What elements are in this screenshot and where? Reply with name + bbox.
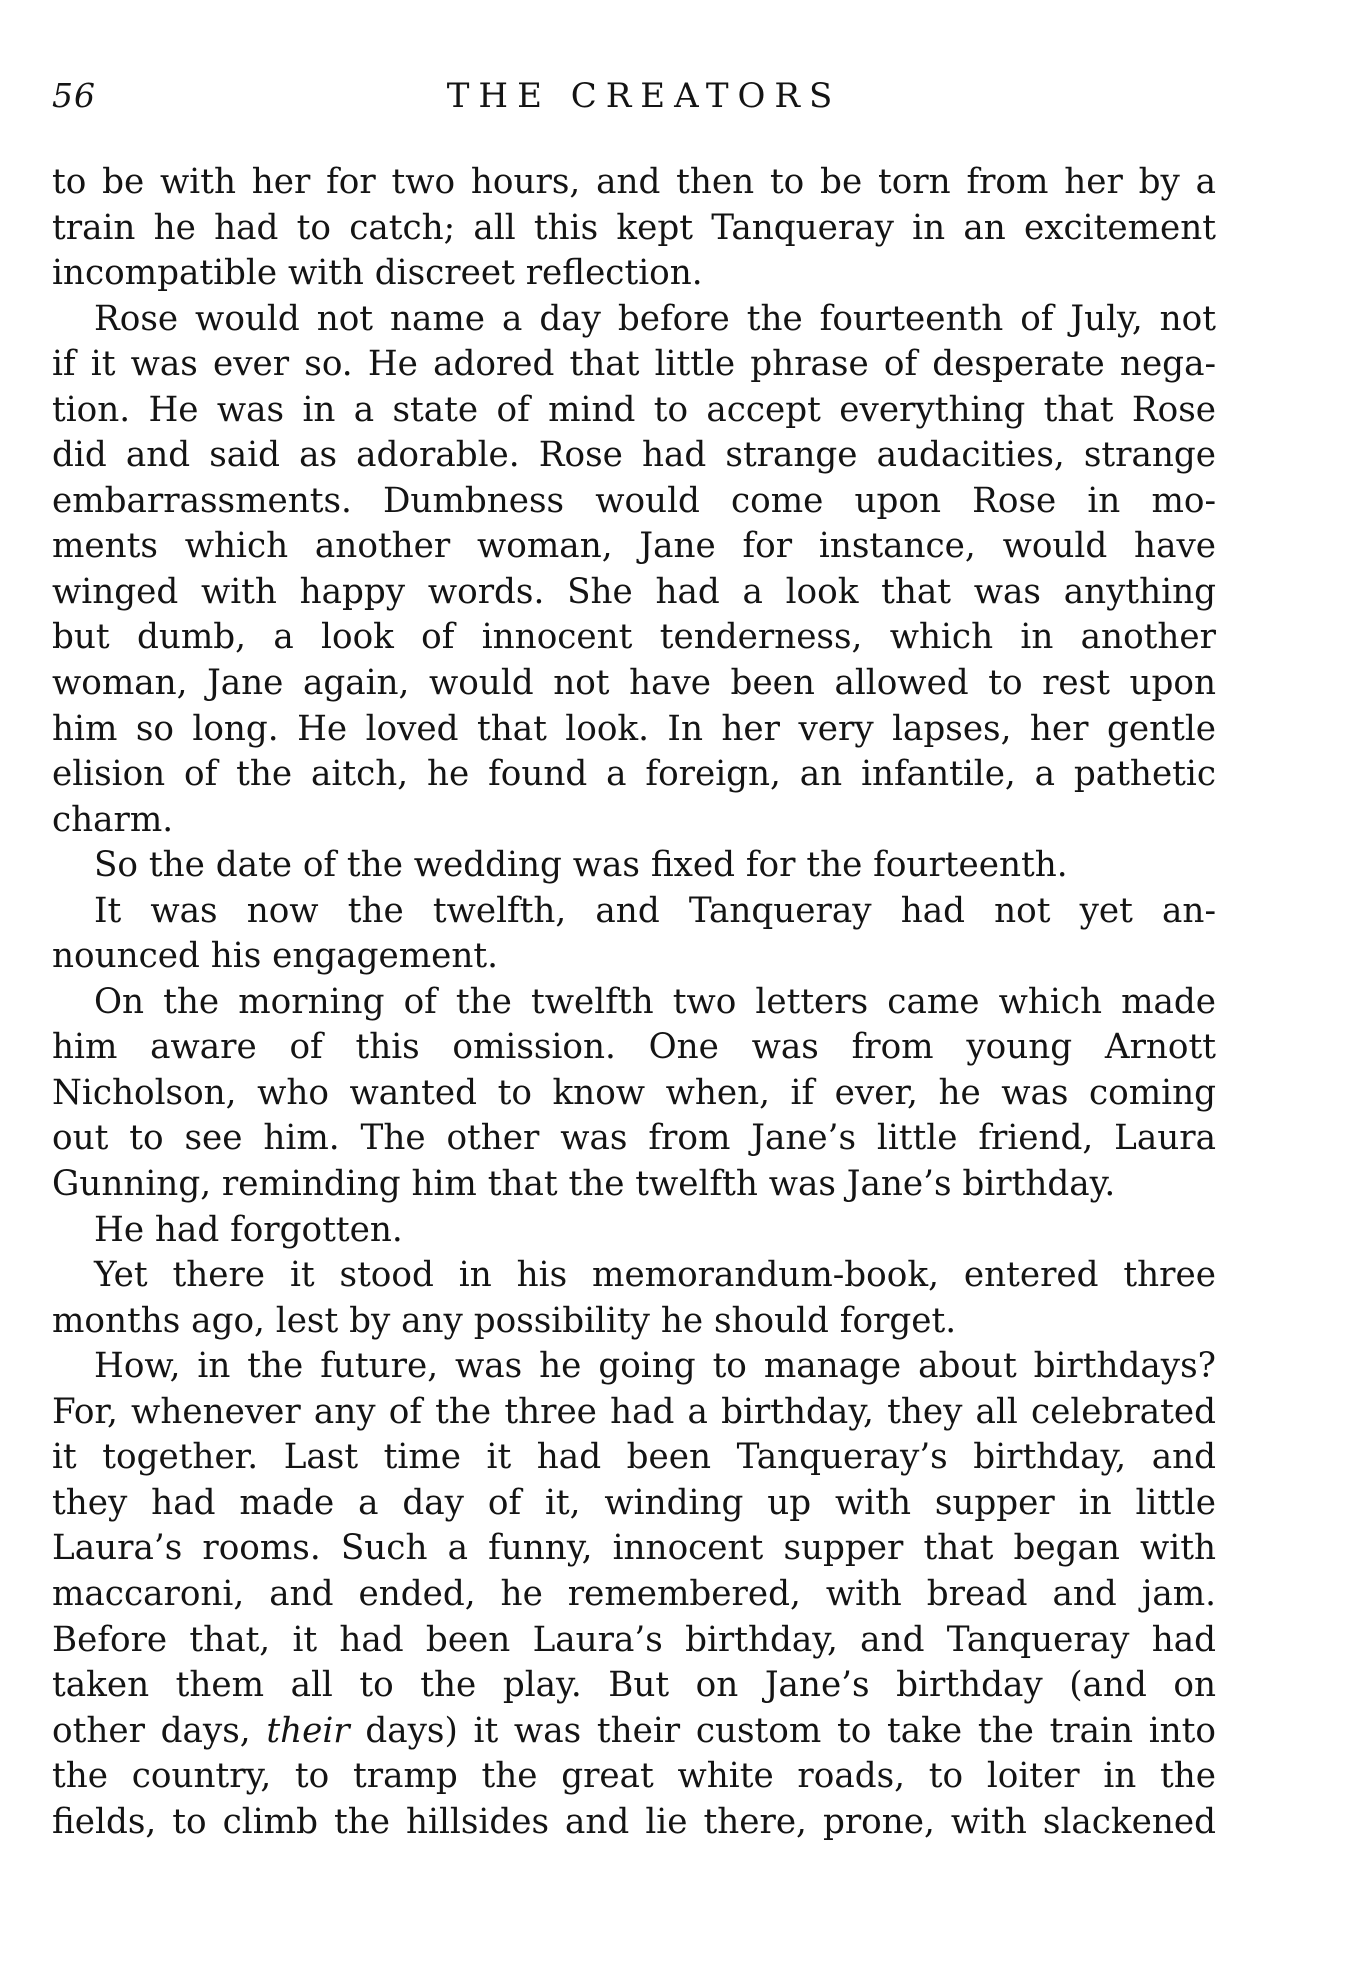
text-line: him so long. He loved that look. In her very lapses, her gentle	[52, 708, 1216, 749]
text-line: So the date of the wedding was fixed for the fourteenth.	[94, 845, 1068, 886]
text-line: out to see him. The other was from Jane’s little friend, Laura	[52, 1118, 1216, 1159]
text-line: Before that, it had been Laura’s birthday, and Tanqueray had	[52, 1619, 1216, 1660]
text-segment: days) it was their custom to take the train into	[349, 1710, 1216, 1751]
text-line: embarrassments. Dumbness would come upon Rose in mo-	[52, 480, 1216, 521]
text-line: For, whenever any of the three had a birthday, they all celebrated	[52, 1391, 1216, 1432]
text-line: Gunning, reminding him that the twelfth was Jane’s birthday.	[52, 1164, 1116, 1205]
text-line: the country, to tramp the great white roads, to loiter in the	[52, 1756, 1216, 1797]
page-header	[52, 76, 1216, 126]
text-line: elision of the aitch, he found a foreign, an infantile, a pathetic	[52, 754, 1216, 795]
body-text	[52, 160, 1216, 1845]
page-number: 56	[52, 76, 96, 115]
running-title: THE CREATORS	[446, 76, 842, 116]
text-line: Yet there it stood in his memorandum-book, entered three	[94, 1255, 1216, 1296]
text-line: ments which another woman, Jane for instance, would have	[52, 526, 1216, 567]
italic-word: their	[266, 1710, 350, 1751]
text-line: but dumb, a look of innocent tenderness, which in another	[52, 617, 1216, 658]
text-line: Laura’s rooms. Such a funny, innocent supper that began with	[52, 1528, 1216, 1569]
text-line: winged with happy words. She had a look that was anything	[52, 571, 1216, 612]
text-line: fields, to climb the hillsides and lie there, prone, with slackened	[52, 1801, 1216, 1842]
text-line: Nicholson, who wanted to know when, if ever, he was coming	[52, 1072, 1216, 1113]
text-line: to be with her for two hours, and then to be torn from her by a	[52, 162, 1216, 202]
text-line: He had forgotten.	[94, 1209, 403, 1250]
text-segment: other days,	[52, 1710, 267, 1751]
text-line: On the morning of the twelfth two letters came which made	[94, 981, 1216, 1022]
text-line: it together. Last time it had been Tanqueray’s birthday, and	[52, 1437, 1216, 1478]
text-line: It was now the twelfth, and Tanqueray had not yet an-	[94, 890, 1216, 931]
text-line: How, in the future, was he going to manage about birthdays?	[94, 1346, 1216, 1387]
text-line: did and said as adorable. Rose had strange audacities, strange	[52, 435, 1216, 476]
text-line: if it was ever so. He adored that little phrase of desperate nega-	[52, 344, 1216, 385]
text-line: maccaroni, and ended, he remembered, with bread and jam.	[52, 1573, 1216, 1614]
text-line-with-italic	[52, 1709, 1216, 1755]
text-line: charm.	[52, 799, 174, 840]
text-line: nounced his engagement.	[52, 936, 499, 977]
text-line: him aware of this omission. One was from young Arnott	[52, 1027, 1216, 1068]
text-line: tion. He was in a state of mind to accept everything that Rose	[52, 389, 1216, 430]
text-line: Rose would not name a day before the fourteenth of July, not	[94, 298, 1216, 339]
text-line: they had made a day of it, winding up with supper in little	[52, 1482, 1216, 1523]
text-line: taken them all to the play. But on Jane’s birthday (and on	[52, 1665, 1216, 1706]
text-line: incompatible with discreet reflection.	[52, 253, 703, 294]
text-line: woman, Jane again, would not have been allowed to rest upon	[52, 663, 1216, 704]
text-line: months ago, lest by any possibility he should forget.	[52, 1300, 957, 1341]
text-line: train he had to catch; all this kept Tanqueray in an excitement	[52, 207, 1216, 248]
